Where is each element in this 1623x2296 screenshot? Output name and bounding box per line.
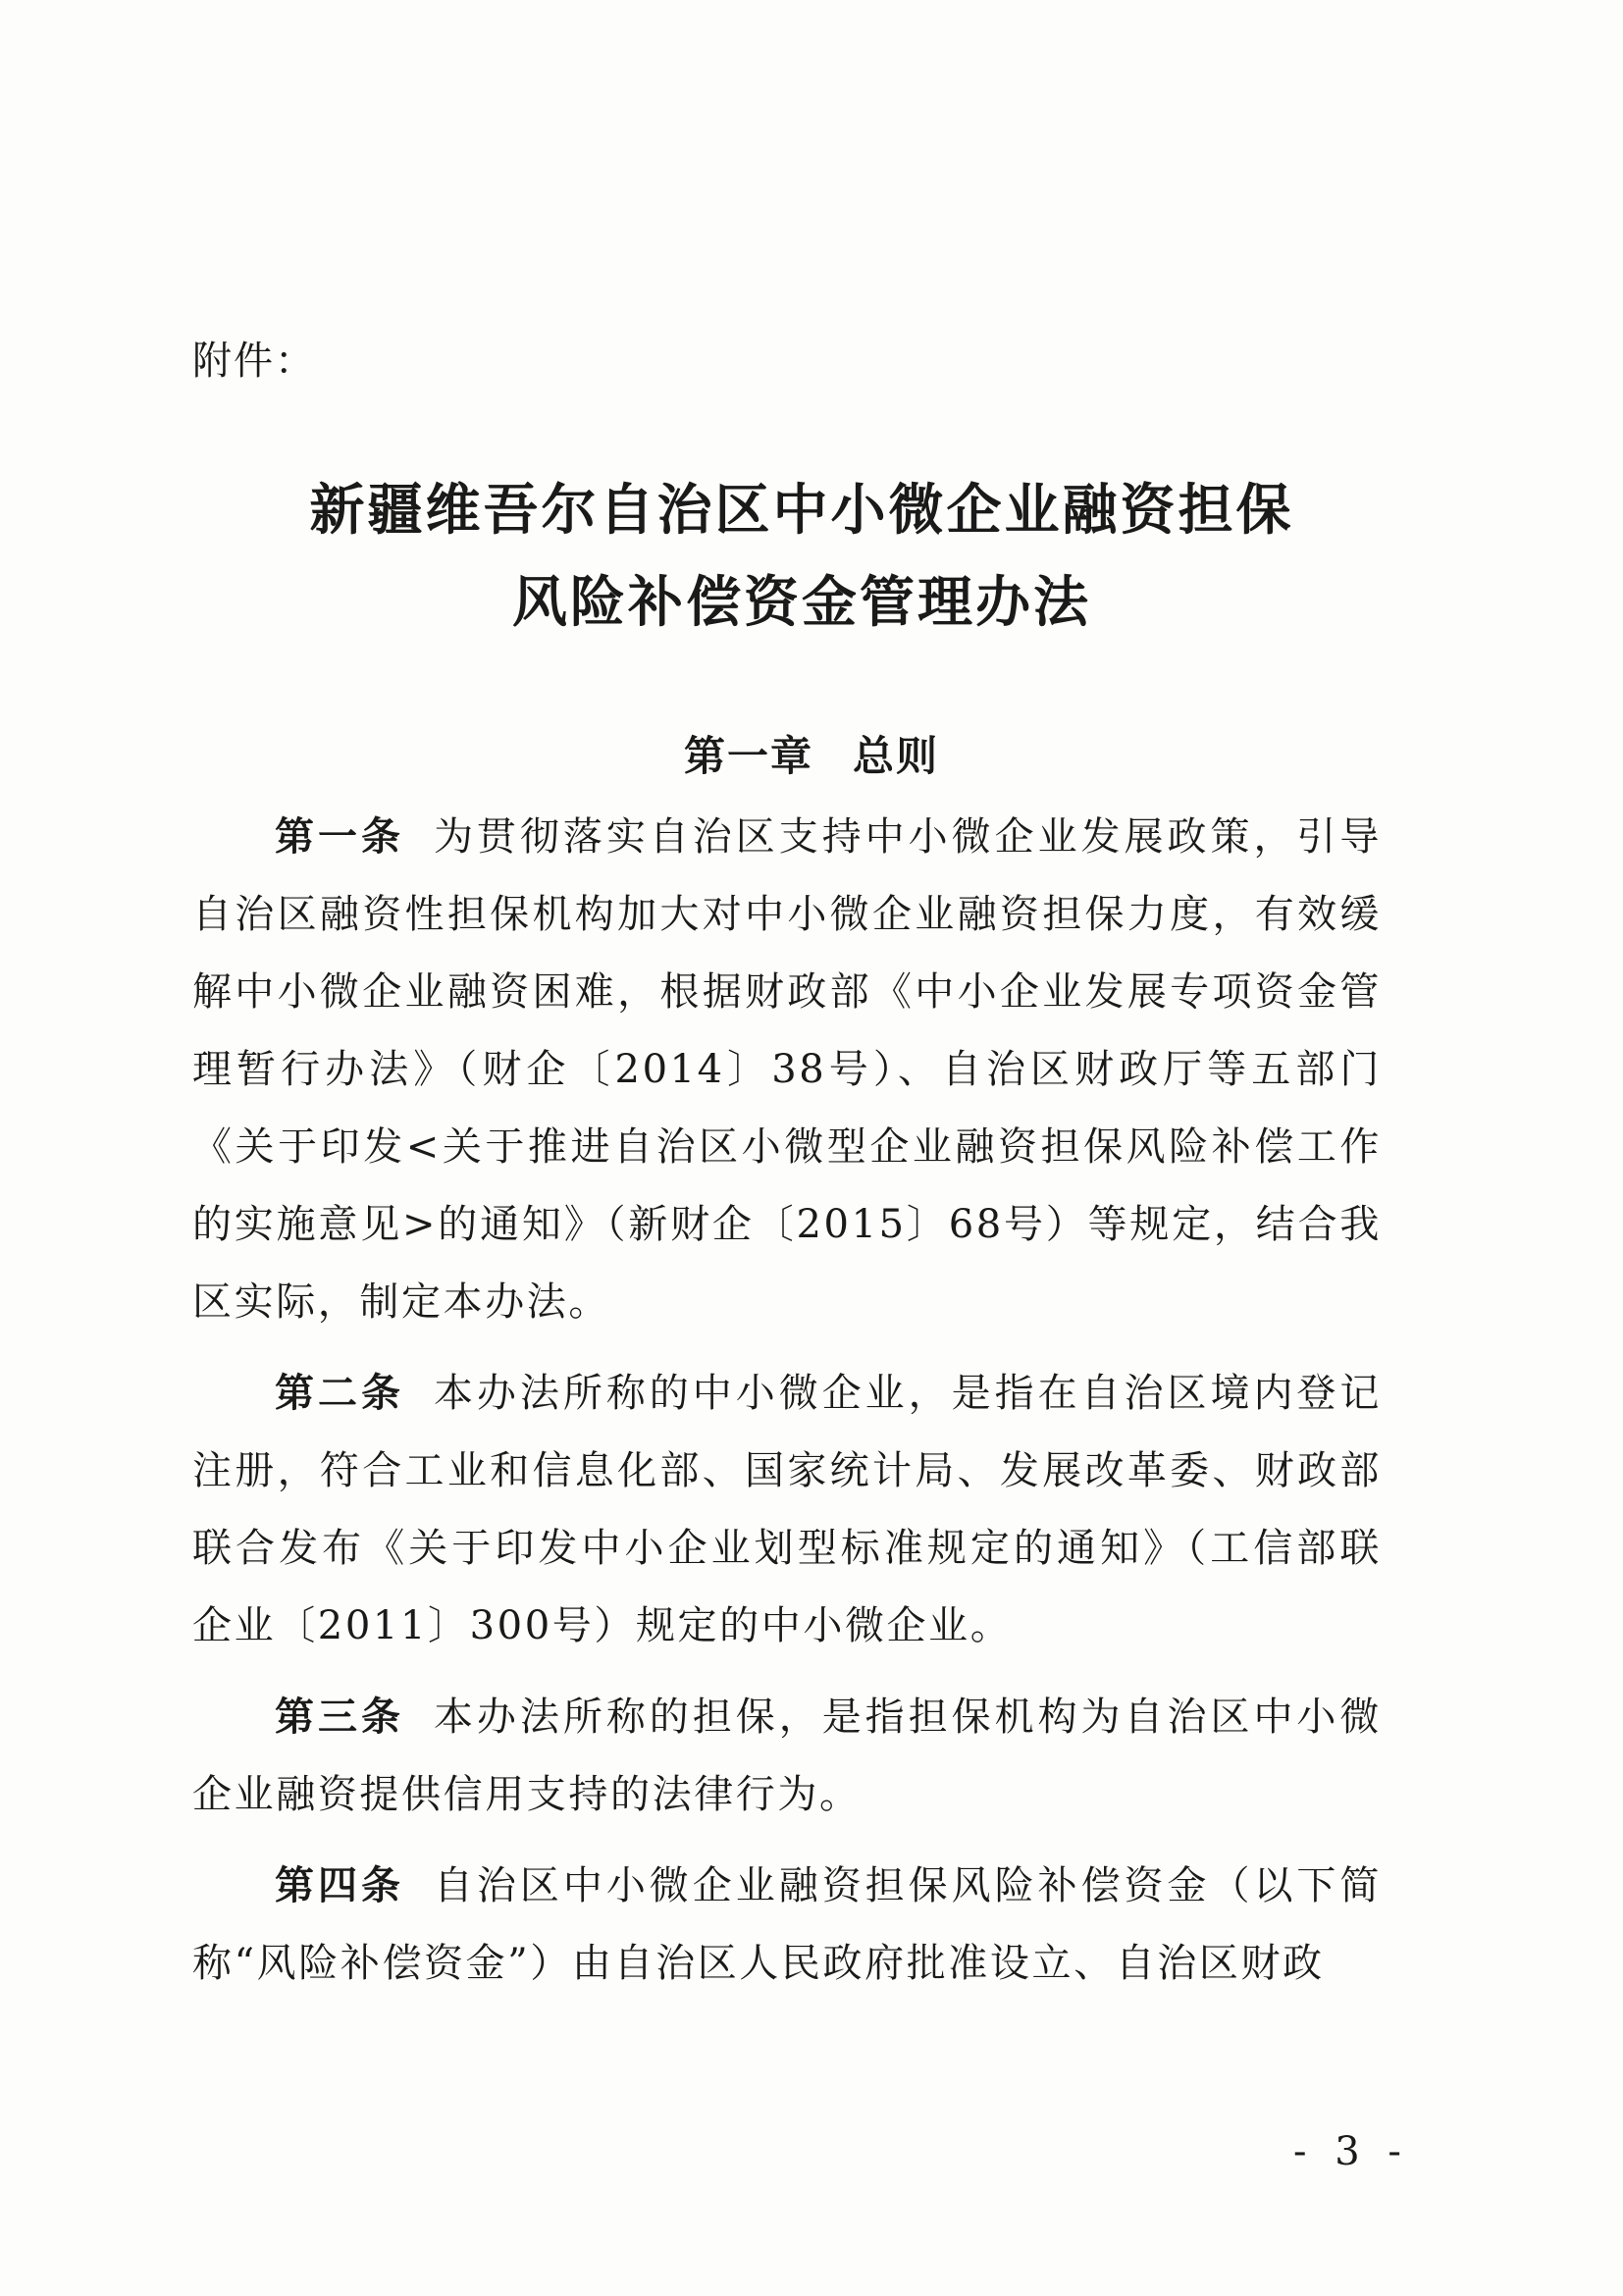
- chapter-name: 总则: [853, 732, 940, 780]
- document-title-line-1: 新疆维吾尔自治区中小微企业融资担保: [309, 478, 1294, 543]
- article-label: 第四条: [275, 1863, 404, 1908]
- document-body: [192, 799, 1382, 2016]
- chapter-heading: [0, 724, 1623, 783]
- article-label: 第一条: [275, 814, 404, 860]
- chapter-number: 第一章: [683, 732, 813, 780]
- document-title-line-2: 风险补偿资金管理办法: [512, 570, 1091, 635]
- article-text: 本办法所称的担保，是指担保机构为自治区中小微企业融资提供信用支持的法律行为。: [192, 1695, 1382, 1817]
- article-label: 第二条: [275, 1371, 404, 1416]
- article-paragraph: [192, 1679, 1382, 1834]
- page-number: - 3 -: [1293, 2129, 1409, 2174]
- article-paragraph: [192, 799, 1382, 1341]
- article-text: 自治区中小微企业融资担保风险补偿资金（以下简称“风险补偿资金”）由自治区人民政府批准设立、自治区财政: [192, 1863, 1382, 1986]
- article-label: 第三条: [275, 1695, 404, 1740]
- article-text: 本办法所称的中小微企业，是指在自治区境内登记注册，符合工业和信息化部、国家统计局、发展改革委、财政部联合发布《关于印发中小企业划型标准规定的通知》（工信部联企业〔2011〕300号）规定的中小微企业。: [192, 1371, 1382, 1648]
- article-paragraph: [192, 1355, 1382, 1665]
- article-text: 为贯彻落实自治区支持中小微企业发展政策，引导自治区融资性担保机构加大对中小微企业融资担保力度，有效缓解中小微企业融资困难，根据财政部《中小企业发展专项资金管理暂行办法》（财企〔2014〕38号）、自治区财政厅等五部门《关于印发<关于推进自治区小微型企业融资担保风险补偿工作的实施意见>的通知》（新财企〔2015〕68号）等规定，结合我区实际，制定本办法。: [192, 814, 1382, 1325]
- attachment-label: 附件：: [192, 339, 316, 384]
- article-paragraph: [192, 1848, 1382, 2003]
